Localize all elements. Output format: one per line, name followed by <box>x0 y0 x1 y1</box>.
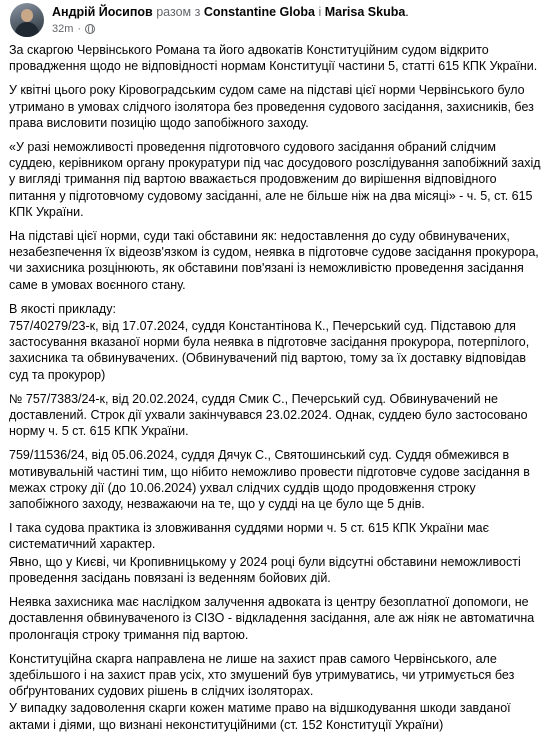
post-paragraph: Конституційна скарга направлена не лише на захист прав самого Червінського, але здебільшого і на захист прав усіх, хто змушений був утримуватись, чи утримується без обґрунтованих судових рішень в слідчих ізоляторах. <box>9 651 515 699</box>
post-body <box>9 42 545 741</box>
author-avatar[interactable] <box>10 3 44 37</box>
meta-separator: · <box>77 23 82 35</box>
and-word: і <box>318 5 322 19</box>
post-paragraph: 757/40279/23-к, від 17.07.2024, суддя Константінова К., Печерський суд. Підставою для застосування вказаної норми була неявка в підготовче засідання прокурора, потерпілого, захисника та обвинувачених. (Обвинувачений під вартою, тому за їх доставку відповідав суд та прокурор) <box>9 319 530 382</box>
post-paragraph: 759/11536/24, від 05.06.2024, суддя Дячук С., Святошинський суд. Суддя обмежився в мотивувальній частині тим, що нібито неможливо провести підготовче судове засідання в межах строку дії (до 10.06.2024) ухвал слідчих суддів щодо продовження строку запобіжного заходу, незважаючи на те, що у судді на це було ще 5 днів. <box>9 448 530 512</box>
post-title-line <box>52 5 547 20</box>
post-paragraph: Неявка захисника має наслідком залучення адвоката із центру безоплатної допомоги, не доставлення обвинуваченого із СІЗО - відкладення засідання, але аж ніяк не автоматична пролонгація строку тримання під вартою. <box>9 595 535 642</box>
coauthor-link-1[interactable]: Constantine Globa <box>203 5 315 19</box>
post-timestamp[interactable]: 32m <box>52 23 74 35</box>
post-paragraph: На підставі цієї норми, суди такі обставини як: недоставлення до суду обвинувачених, незабезпечення їх відеозв'язком із судом, неявка в підготовче судове засідання прокурора, чи захисника розцінюють, як обставини пов'язані із неможливістю проведення засідання саме в умовах воєнного стану. <box>9 229 539 292</box>
post-paragraph: № 757/7383/24-к, від 20.02.2024, суддя Смик С., Печерський суд. Обвинувачений не доставлений. Строк дії ухвали закінчувався 23.02.2024. Однак, суддею було застосовано норму ч. 5 ст. 615 КПК України. <box>9 391 528 439</box>
with-word: разом з <box>156 5 201 19</box>
post-paragraph: За скаргою Червінського Романа та його адвокатів Конституційним судом відкрито провадження щодо не відповідності нормам Конституції частини 5, статті 615 КПК України. <box>9 43 538 74</box>
post-paragraph: І така судова практика із зловживання суддями норми ч. 5 ст. 615 КПК України має систематичний характер. <box>9 521 489 552</box>
post-paragraph: Явно, що у Києві, чи Кропивницькому у 2024 році були відсутні обставини неможливості проведення засідань повязані із веденням бойових дій. <box>9 554 521 585</box>
post-paragraph: «У разі неможливості проведення підготовчого судового засідання обраний слідчим суддею, керівником органу прокуратури під час досудового розслідування запобіжний захід у вигляді тримання під вартою вважається продовженим до вирішення відповідного питання у підготовчому судовому засіданні, але не більше ніж на два місяці» - ч. 5, ст. 615 КПК України. <box>9 140 541 219</box>
author-name-link[interactable]: Андрій Йосипов <box>52 5 153 19</box>
post-paragraph: В якості прикладу: <box>9 301 116 316</box>
post-meta <box>52 22 95 36</box>
post-paragraph: У квітні цього року Кіровоградським судом саме на підставі цієї норми Червінського було утримано в умовах слідчого ізолятора без проведення судового засідання, захисників, без права висловити позицію щодо запобіжного заходу. <box>9 83 534 130</box>
post-header <box>0 0 555 40</box>
globe-icon[interactable] <box>85 24 95 34</box>
title-dot: . <box>405 5 409 19</box>
coauthor-link-2[interactable]: Marisa Skuba <box>324 5 406 19</box>
post-paragraph: У випадку задоволення скарги кожен матиме право на відшкодування шкоди завданої актами і діями, що визнані неконституційними (ст. 152 Конституції України) <box>9 701 511 732</box>
